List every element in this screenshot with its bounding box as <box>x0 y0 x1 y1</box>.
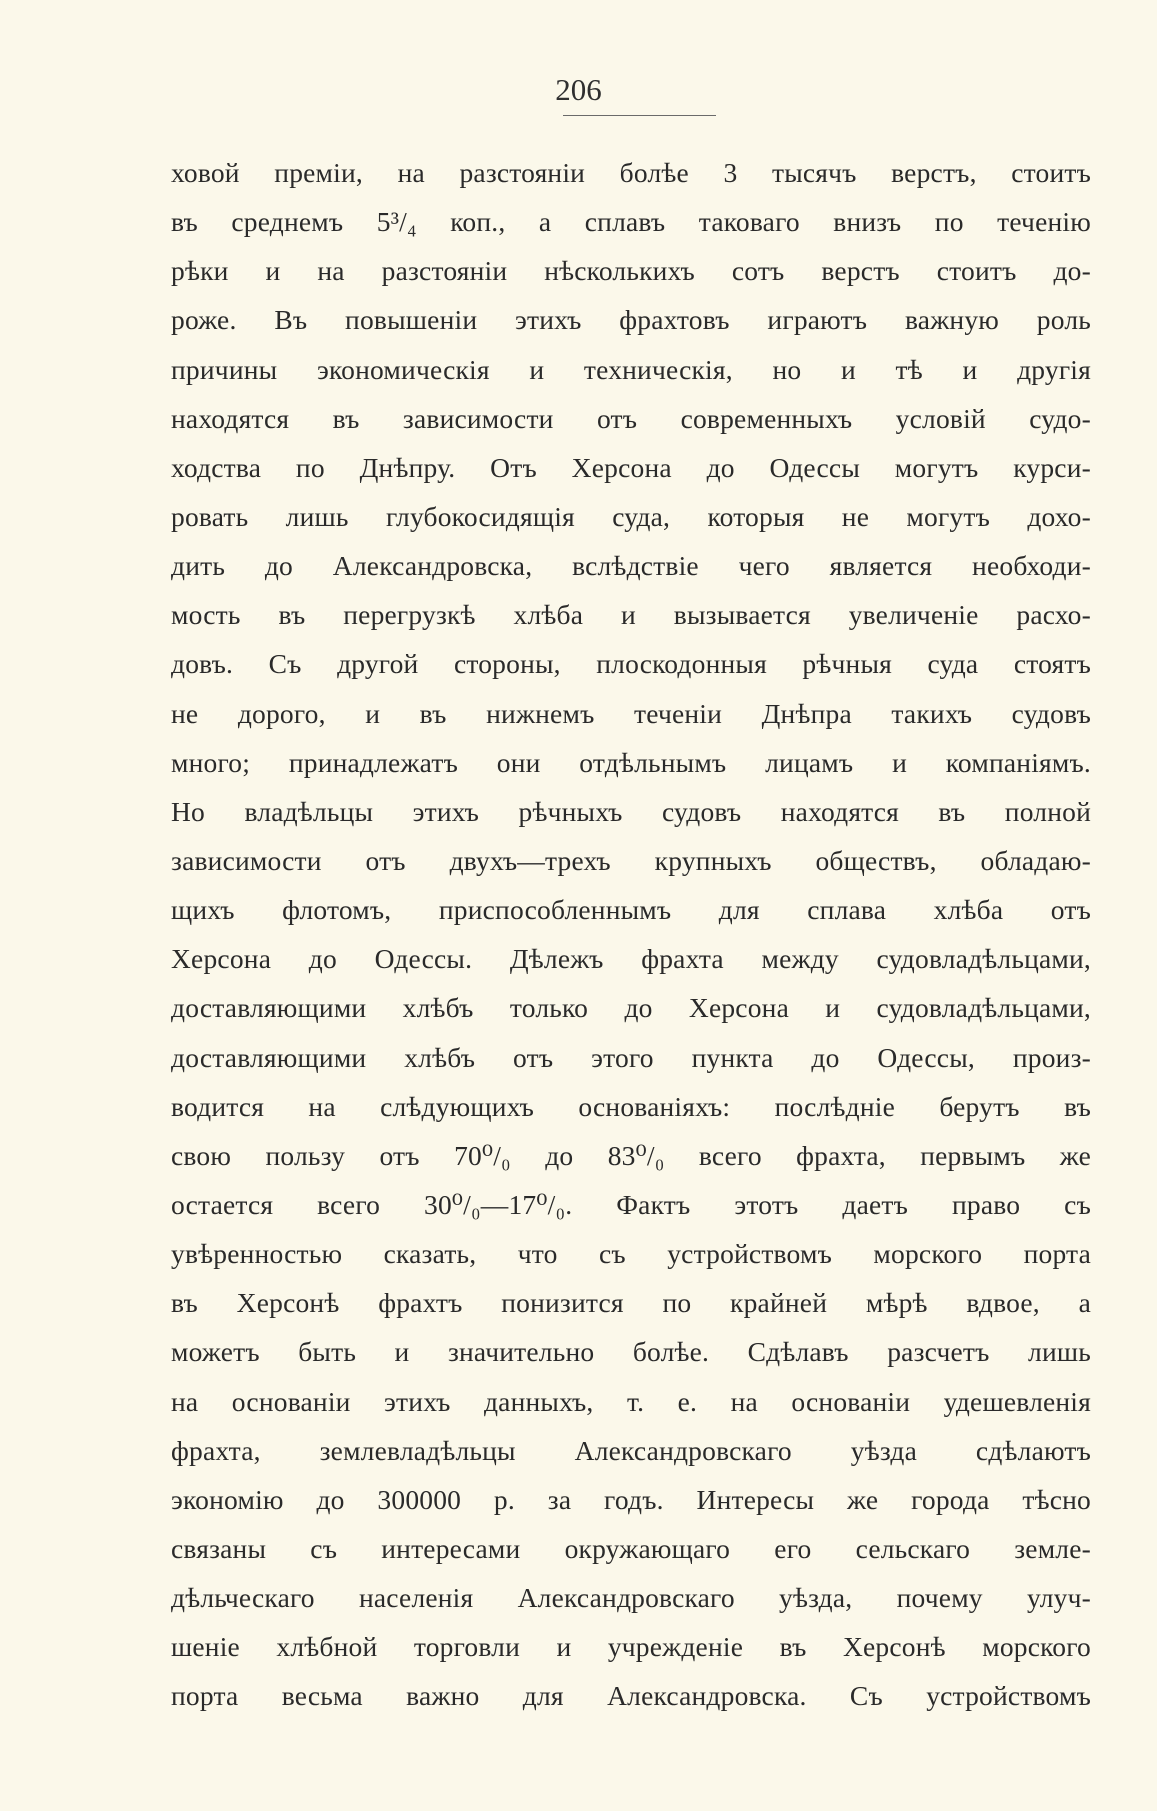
text-line: на основанiи этихъ данныхъ, т. е. на основанiи удешевленiя <box>171 1385 1091 1417</box>
text-line: шенiе хлѣбной торговли и учрежденiе въ Херсонѣ морского <box>171 1631 1091 1663</box>
text-line: въ среднемъ 5³/₄ коп., а сплавъ таковаго внизъ по теченiю <box>171 206 1091 238</box>
text-line: Но владѣльцы этихъ рѣчныхъ судовъ находятся въ полной <box>171 795 1091 827</box>
text-line: Херсона до Одессы. Дѣлежъ фрахта между судовладѣльцами, <box>171 943 1091 975</box>
text-line: дить до Александровска, вслѣдствiе чего является необходи- <box>171 550 1091 582</box>
text-line: доставляющими хлѣбъ только до Херсона и судовладѣльцами, <box>171 992 1091 1024</box>
text-line: много; принадлежатъ они отдѣльнымъ лицамъ и компанiямъ. <box>171 746 1091 778</box>
text-line: доставляющими хлѣбъ отъ этого пункта до Одессы, произ- <box>171 1041 1091 1073</box>
text-line: мость въ перегрузкѣ хлѣба и вызывается увеличенiе расхо- <box>171 599 1091 631</box>
text-line: щихъ флотомъ, приспособленнымъ для сплава хлѣба отъ <box>171 894 1091 926</box>
text-line: ховой премiи, на разстоянiи болѣе 3 тысячъ верстъ, стоитъ <box>171 157 1091 188</box>
text-line: связаны съ интересами окружающаго его сельскаго земле- <box>171 1532 1091 1564</box>
text-line: довъ. Съ другой стороны, плоскодонныя рѣчныя суда стоятъ <box>171 648 1091 680</box>
text-line: порта весьма важно для Александровска. Съ устройствомъ <box>171 1680 1091 1712</box>
text-line: зависимости отъ двухъ—трехъ крупныхъ обществъ, обладаю- <box>171 844 1091 876</box>
text-line: не дорого, и въ нижнемъ теченiи Днѣпра такихъ судовъ <box>171 697 1091 729</box>
text-line: можетъ быть и значительно болѣе. Сдѣлавъ разсчетъ лишь <box>171 1336 1091 1368</box>
body-text <box>171 148 1091 1721</box>
text-line: причины экономическiя и техническiя, но и тѣ и другiя <box>171 353 1091 385</box>
text-line: рѣки и на разстоянiи нѣсколькихъ сотъ верстъ стоитъ до- <box>171 255 1091 287</box>
header-rule <box>563 115 716 116</box>
text-line: въ Херсонѣ фрахтъ понизится по крайней мѣрѣ вдвое, а <box>171 1287 1091 1319</box>
text-line: экономiю до 300000 р. за годъ. Интересы же города тѣсно <box>171 1483 1091 1515</box>
text-line: фрахта, землевладѣльцы Александровскаго уѣзда сдѣлаютъ <box>171 1434 1091 1466</box>
text-line: водится на слѣдующихъ основанiяхъ: послѣднiе берутъ въ <box>171 1090 1091 1122</box>
text-line: роже. Въ повышенiи этихъ фрахтовъ играютъ важную роль <box>171 304 1091 336</box>
text-line: остается всего 30⁰/₀—17⁰/₀. Фактъ этотъ даетъ право съ <box>171 1188 1091 1220</box>
text-line: свою пользу отъ 70⁰/₀ до 83⁰/₀ всего фрахта, первымъ же <box>171 1139 1091 1171</box>
page-number: 206 <box>555 72 602 107</box>
text-line: ровать лишь глубокосидящiя суда, которыя не могутъ дохо- <box>171 500 1091 532</box>
text-line: дѣльческаго населенiя Александровскаго уѣзда, почему улуч- <box>171 1582 1091 1614</box>
text-line: увѣренностью сказать, что съ устройствомъ морского порта <box>171 1238 1091 1270</box>
text-line: ходства по Днѣпру. Отъ Херсона до Одессы могутъ курси- <box>171 451 1091 483</box>
text-line: находятся въ зависимости отъ современныхъ условiй судо- <box>171 402 1091 434</box>
